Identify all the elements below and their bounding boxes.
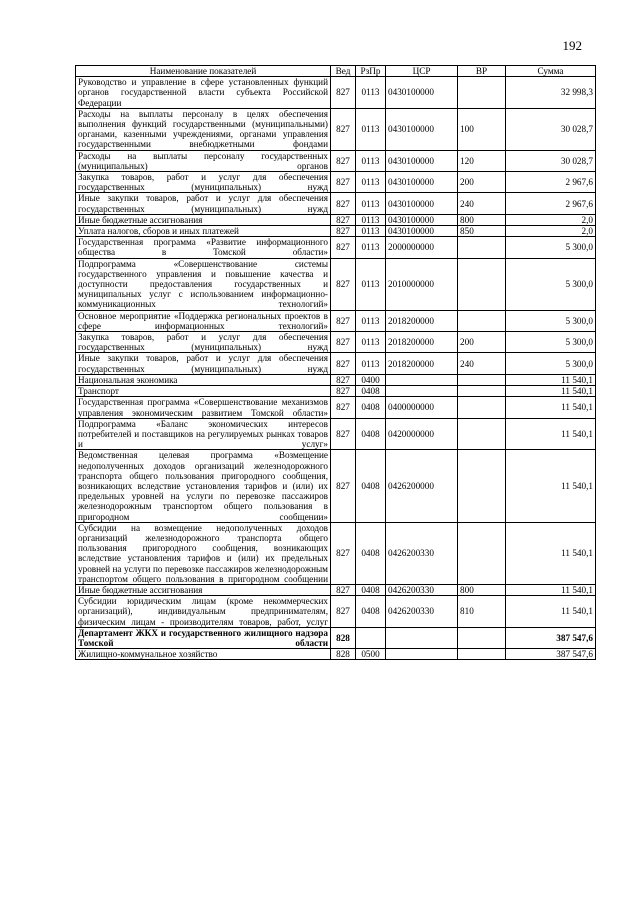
row-csr: 2018200000: [386, 310, 458, 331]
row-vr: 200: [458, 172, 506, 193]
row-ved: 827: [331, 418, 356, 450]
row-sum: 2,0: [506, 214, 596, 225]
row-vr: 240: [458, 353, 506, 374]
table-row: [76, 374, 596, 385]
row-sum: 5 300,0: [506, 353, 596, 374]
row-csr: 0430100000: [386, 193, 458, 214]
row-rzpr: 0400: [356, 374, 386, 385]
table-row: [76, 450, 596, 522]
table-row: [76, 310, 596, 331]
row-csr: [386, 627, 458, 648]
table-row: [76, 77, 596, 109]
row-sum: 11 540,1: [506, 450, 596, 522]
row-name: Департамент ЖКХ и государственного жилищного надзора Томской области: [76, 627, 331, 648]
row-sum: 11 540,1: [506, 386, 596, 397]
header-rzpr: РзПр: [356, 66, 386, 77]
row-vr: [458, 386, 506, 397]
row-rzpr: 0408: [356, 596, 386, 628]
row-vr: 200: [458, 332, 506, 353]
row-csr: 2010000000: [386, 258, 458, 310]
table-row: [76, 150, 596, 171]
row-csr: [386, 386, 458, 397]
row-ved: 827: [331, 397, 356, 418]
row-csr: 0426200330: [386, 596, 458, 628]
row-rzpr: 0113: [356, 77, 386, 109]
row-ved: 827: [331, 522, 356, 584]
row-name: Государственная программа «Совершенствование механизмов управления экономическим развитием Томской области»: [76, 397, 331, 418]
row-ved: 827: [331, 332, 356, 353]
row-rzpr: 0113: [356, 172, 386, 193]
row-vr: [458, 522, 506, 584]
row-rzpr: 0408: [356, 584, 386, 595]
row-rzpr: 0408: [356, 522, 386, 584]
row-ved: 827: [331, 386, 356, 397]
row-vr: 100: [458, 108, 506, 150]
table-row: [76, 214, 596, 225]
row-rzpr: 0408: [356, 386, 386, 397]
row-rzpr: [356, 627, 386, 648]
row-csr: [386, 374, 458, 385]
row-rzpr: 0408: [356, 397, 386, 418]
row-name: Подпрограмма «Баланс экономических интересов потребителей и поставщиков на регулируемых рынках товаров и услуг»: [76, 418, 331, 450]
row-sum: 5 300,0: [506, 237, 596, 258]
row-ved: 827: [331, 310, 356, 331]
page-number: 192: [562, 38, 582, 53]
row-rzpr: 0408: [356, 450, 386, 522]
row-name: Государственная программа «Развитие информационного общества в Томской области»: [76, 237, 331, 258]
row-name: Основное мероприятие «Поддержка региональных проектов в сфере информационных технологий»: [76, 310, 331, 331]
row-csr: 0426200330: [386, 584, 458, 595]
row-vr: [458, 310, 506, 331]
row-name: Подпрограмма «Совершенствование системы государственного управления и повышение качества и доступности предоставления государственных и муниципальных услуг с использованием информационно-коммуникационных технологий»: [76, 258, 331, 310]
row-vr: 120: [458, 150, 506, 171]
row-csr: 0430100000: [386, 226, 458, 237]
row-rzpr: 0408: [356, 418, 386, 450]
row-vr: [458, 237, 506, 258]
row-csr: 2018200000: [386, 353, 458, 374]
row-vr: [458, 450, 506, 522]
table-row: [76, 418, 596, 450]
row-csr: 0400000000: [386, 397, 458, 418]
row-name: Иные бюджетные ассигнования: [76, 214, 331, 225]
table-row: [76, 226, 596, 237]
row-name: Субсидии юридическим лицам (кроме некоммерческих организаций), индивидуальным предпринимателям, физическим лицам - производителям товаров, работ, услуг: [76, 596, 331, 628]
table-row: [76, 386, 596, 397]
row-sum: 30 028,7: [506, 150, 596, 171]
table-row: [76, 193, 596, 214]
row-sum: 11 540,1: [506, 584, 596, 595]
row-ved: 827: [331, 108, 356, 150]
row-csr: 0430100000: [386, 108, 458, 150]
row-sum: 11 540,1: [506, 596, 596, 628]
row-ved: 827: [331, 353, 356, 374]
row-rzpr: 0113: [356, 226, 386, 237]
row-ved: 827: [331, 77, 356, 109]
row-rzpr: 0113: [356, 258, 386, 310]
row-ved: 827: [331, 214, 356, 225]
row-csr: 0430100000: [386, 214, 458, 225]
header-ved: Вед: [331, 66, 356, 77]
row-ved: 827: [331, 596, 356, 628]
row-csr: 0426200000: [386, 450, 458, 522]
row-sum: 5 300,0: [506, 310, 596, 331]
row-vr: 800: [458, 214, 506, 225]
row-ved: 827: [331, 258, 356, 310]
header-sum: Сумма: [506, 66, 596, 77]
table-row-department: [76, 627, 596, 648]
row-ved: 827: [331, 150, 356, 171]
row-vr: [458, 397, 506, 418]
table-row: [76, 596, 596, 628]
row-csr: 0430100000: [386, 172, 458, 193]
row-name: Транспорт: [76, 386, 331, 397]
row-rzpr: 0113: [356, 193, 386, 214]
row-csr: 0430100000: [386, 150, 458, 171]
row-rzpr: 0113: [356, 214, 386, 225]
row-ved: 827: [331, 172, 356, 193]
row-sum: 2 967,6: [506, 193, 596, 214]
row-ved: 827: [331, 374, 356, 385]
table-row: [76, 237, 596, 258]
row-name: Иные закупки товаров, работ и услуг для обеспечения государственных (муниципальных) нужд: [76, 353, 331, 374]
row-ved: 827: [331, 237, 356, 258]
row-name: Закупка товаров, работ и услуг для обеспечения государственных (муниципальных) нужд: [76, 172, 331, 193]
row-csr: 0426200330: [386, 522, 458, 584]
row-csr: [386, 649, 458, 660]
row-rzpr: 0113: [356, 310, 386, 331]
row-vr: [458, 374, 506, 385]
row-sum: 387 547,6: [506, 649, 596, 660]
row-csr: 2018200000: [386, 332, 458, 353]
row-name: Ведомственная целевая программа «Возмещение недополученных доходов организаций железнодорожного транспорта общего пользования пригородного сообщения, возникающих вследствие установления тарифов и (или) их предельных уровней на услуги по перевозке пассажиров железнодорожным транспортом общего пользования в пригородном сообщении»: [76, 450, 331, 522]
table-row: [76, 584, 596, 595]
row-sum: 32 998,3: [506, 77, 596, 109]
row-ved: 828: [331, 649, 356, 660]
table-row: [76, 522, 596, 584]
row-sum: 5 300,0: [506, 332, 596, 353]
row-name: Иные бюджетные ассигнования: [76, 584, 331, 595]
row-csr: 0430100000: [386, 77, 458, 109]
row-rzpr: 0113: [356, 108, 386, 150]
table-row: [76, 649, 596, 660]
header-name: Наименование показателей: [76, 66, 331, 77]
row-sum: 11 540,1: [506, 397, 596, 418]
row-name: Закупка товаров, работ и услуг для обеспечения государственных (муниципальных) нужд: [76, 332, 331, 353]
row-name: Иные закупки товаров, работ и услуг для обеспечения государственных (муниципальных) нужд: [76, 193, 331, 214]
row-rzpr: 0113: [356, 237, 386, 258]
table-row: [76, 332, 596, 353]
row-name: Руководство и управление в сфере установленных функций органов государственной власти субъекта Российской Федерации: [76, 77, 331, 109]
row-csr: 2000000000: [386, 237, 458, 258]
row-ved: 827: [331, 584, 356, 595]
row-vr: [458, 258, 506, 310]
row-sum: 5 300,0: [506, 258, 596, 310]
row-vr: 240: [458, 193, 506, 214]
row-ved: 827: [331, 226, 356, 237]
table-row: [76, 397, 596, 418]
row-name: Субсидии на возмещение недополученных доходов организаций железнодорожного транспорта общего пользования пригородного сообщения, возникающих вследствие установления тарифов и (или) их предельных уровней на услуги по перевозке пассажиров железнодорожным транспортом общего пользования в пригородном сообщении: [76, 522, 331, 584]
row-sum: 387 547,6: [506, 627, 596, 648]
row-vr: [458, 418, 506, 450]
row-name: Расходы на выплаты персоналу государственных (муниципальных) органов: [76, 150, 331, 171]
row-vr: [458, 627, 506, 648]
row-ved: 828: [331, 627, 356, 648]
header-vr: ВР: [458, 66, 506, 77]
row-ved: 827: [331, 193, 356, 214]
header-csr: ЦСР: [386, 66, 458, 77]
row-sum: 30 028,7: [506, 108, 596, 150]
row-name: Уплата налогов, сборов и иных платежей: [76, 226, 331, 237]
table-row: [76, 258, 596, 310]
row-csr: 0420000000: [386, 418, 458, 450]
row-vr: 850: [458, 226, 506, 237]
row-sum: 11 540,1: [506, 418, 596, 450]
row-vr: 810: [458, 596, 506, 628]
row-ved: 827: [331, 450, 356, 522]
row-vr: 800: [458, 584, 506, 595]
table-header-row: [76, 66, 596, 77]
row-name: Национальная экономика: [76, 374, 331, 385]
table-row: [76, 353, 596, 374]
row-vr: [458, 77, 506, 109]
row-name: Расходы на выплаты персоналу в целях обеспечения выполнения функций государственными (муниципальными) органами, казенными учреждениями, органами управления государственными внебюджетными фондами: [76, 108, 331, 150]
row-rzpr: 0113: [356, 332, 386, 353]
row-sum: 2,0: [506, 226, 596, 237]
row-rzpr: 0500: [356, 649, 386, 660]
budget-table: [75, 65, 596, 660]
table-row: [76, 172, 596, 193]
row-rzpr: 0113: [356, 150, 386, 171]
row-sum: 11 540,1: [506, 374, 596, 385]
row-sum: 11 540,1: [506, 522, 596, 584]
row-rzpr: 0113: [356, 353, 386, 374]
row-vr: [458, 649, 506, 660]
row-name: Жилищно-коммунальное хозяйство: [76, 649, 331, 660]
row-sum: 2 967,6: [506, 172, 596, 193]
table-row: [76, 108, 596, 150]
